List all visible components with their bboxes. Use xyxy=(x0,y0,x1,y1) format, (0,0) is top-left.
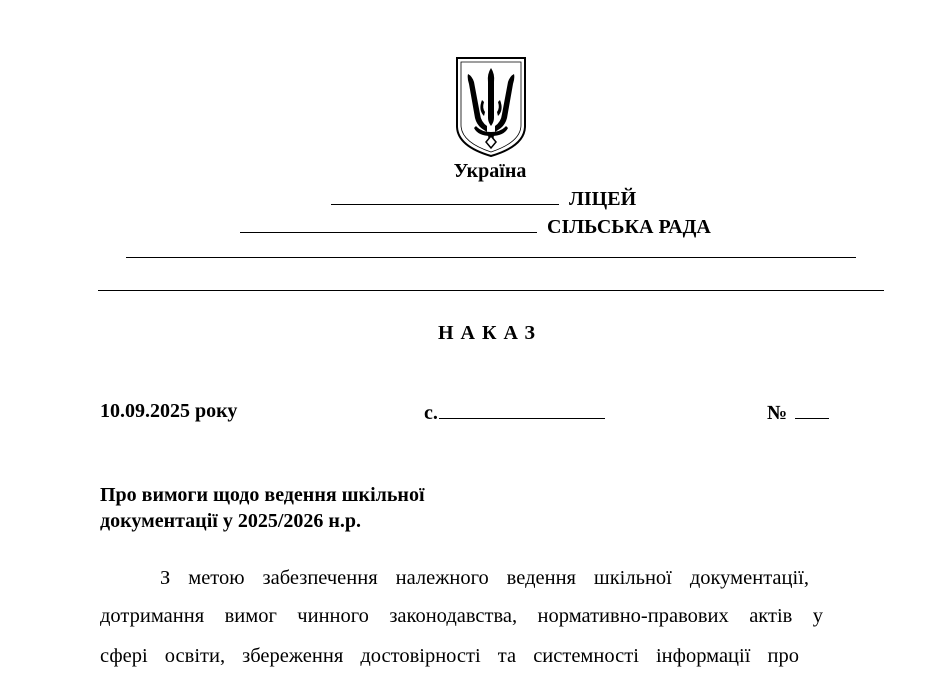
separator-line xyxy=(98,290,884,291)
blank-underline xyxy=(331,186,559,205)
document-title: НАКАЗ xyxy=(437,322,542,344)
coat-of-arms-icon xyxy=(454,56,528,158)
country-name: Україна xyxy=(453,160,527,182)
council-type-label: СІЛЬСЬКА РАДА xyxy=(547,216,711,238)
blank-underline xyxy=(795,400,829,419)
separator-line xyxy=(126,257,856,258)
subject-line: Про вимоги щодо ведення шкільної xyxy=(100,484,425,506)
place-prefix: с. xyxy=(424,402,438,424)
institution-type-label: ЛІЦЕЙ xyxy=(569,188,637,210)
document-subject xyxy=(100,482,425,534)
institution-line-council xyxy=(240,214,711,239)
institution-line-lyceum xyxy=(331,186,636,211)
blank-underline xyxy=(439,400,605,419)
body-paragraph-line: сфері освіти, збереження достовірності та системності інформації про xyxy=(100,645,799,667)
blank-underline xyxy=(240,214,537,233)
subject-line: документації у 2025/2026 н.р. xyxy=(100,510,362,532)
body-paragraph-line: дотримання вимог чинного законодавства, нормативно-правових актів у xyxy=(100,605,823,627)
number-prefix: № xyxy=(767,402,788,424)
body-paragraph-line: З метою забезпечення належного ведення шкільної документації, xyxy=(160,567,809,589)
document-date: 10.09.2025 року xyxy=(100,400,238,422)
document-number xyxy=(767,400,829,425)
document-place xyxy=(424,400,605,425)
